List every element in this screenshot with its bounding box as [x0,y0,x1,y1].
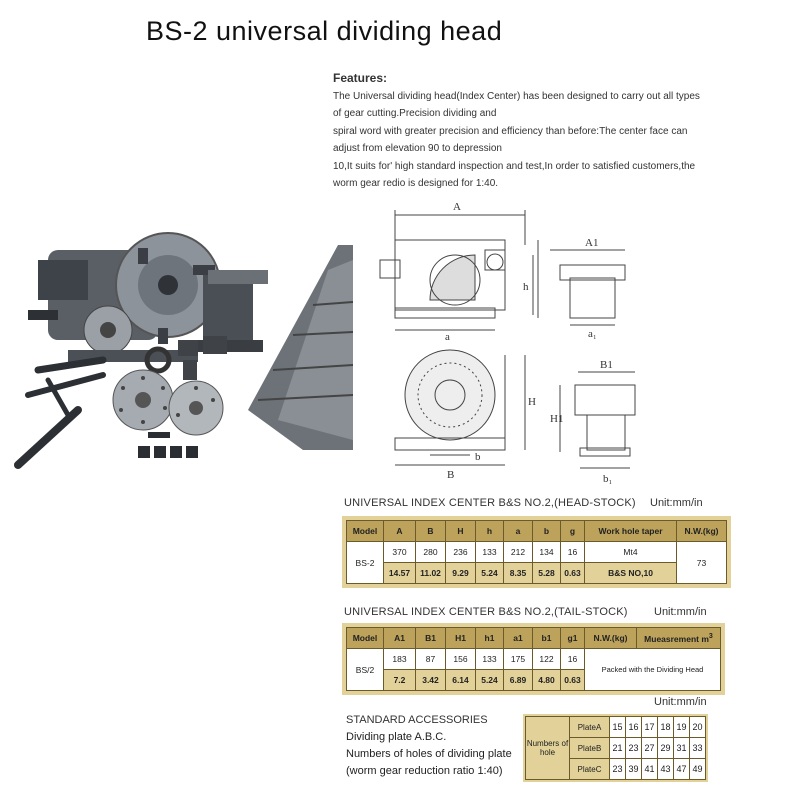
taper-cell: Mt4 [585,542,677,563]
taper-cell: B&S NO,10 [585,563,677,584]
tailstock-table [342,623,725,695]
table-cell: 4.80 [533,670,561,691]
table-cell: 370 [384,542,416,563]
table-row [347,563,727,584]
col-header: A1 [384,628,416,649]
table-cell: 39 [626,759,642,780]
table-cell: 87 [416,649,446,670]
col-header: B [416,521,446,542]
table-cell: 11.02 [416,563,446,584]
weight-cell: 73 [677,542,727,584]
table-cell: 23 [610,759,626,780]
table-cell: 15 [610,717,626,738]
table-cell: 3.42 [416,670,446,691]
table-header-row [347,521,727,542]
table-cell: 27 [642,738,658,759]
table-cell: 14.57 [384,563,416,584]
col-header: a1 [504,628,533,649]
features-line: adjust from elevation 90 to depression [333,143,502,154]
dim-h-label: h [523,281,529,293]
table-cell: 16 [626,717,642,738]
table-cell: 41 [642,759,658,780]
dim-B-label: B [447,469,455,481]
plate-name: PlateB [570,738,610,759]
table-cell: 9.29 [446,563,476,584]
col-header: H1 [446,628,476,649]
col-header: B1 [416,628,446,649]
features-line: worm gear redio is designed for 1:40. [333,178,499,189]
tailstock-unit: Unit:mm/in [654,606,707,618]
col-header [637,628,721,649]
plate-name: PlateC [570,759,610,780]
page-title: BS-2 universal dividing head [146,16,503,46]
dim-B1-label: B1 [600,359,613,371]
packed-note: Packed with the Dividing Head [585,649,721,691]
dim-A1-label: A1 [585,237,599,249]
col-header: Model [347,521,384,542]
plate-name: PlateA [570,717,610,738]
table-cell: 0.63 [561,563,585,584]
features-line: 10,It suits for' high standard inspection and test,In order to satisfied customers,the [333,160,696,172]
table-header-row [347,628,721,649]
col-header: h [476,521,504,542]
table-cell: 20 [690,717,706,738]
model-cell: BS/2 [347,649,384,691]
col-header: H [446,521,476,542]
holes-label [526,717,570,780]
table-cell: 16 [561,649,585,670]
features-line: spiral word with greater precision and efficiency than before:The center face can [333,125,688,137]
table-cell: 43 [658,759,674,780]
dim-b-label: b [475,451,481,463]
dim-b1-label: b₁ [603,473,613,485]
plates-table [523,714,708,782]
table-cell: 134 [533,542,561,563]
table-row [347,542,727,563]
col-header: h1 [476,628,504,649]
table-cell: 183 [384,649,416,670]
col-header: g [561,521,585,542]
accessories-line: Dividing plate A.B.C. [346,731,447,743]
table-cell: 212 [504,542,533,563]
tools-icon [18,360,103,465]
table-cell: 31 [674,738,690,759]
table-cell: 33 [690,738,706,759]
col-header: a [504,521,533,542]
accessories-line: (worm gear reduction ratio 1:40) [346,765,503,777]
index-plates-icon [113,370,223,435]
headstock-title: UNIVERSAL INDEX CENTER B&S NO.2,(HEAD-STOCK) [344,497,636,509]
table-row [526,717,706,738]
table-cell: 16 [561,542,585,563]
table-cell: 122 [533,649,561,670]
col-header: b [533,521,561,542]
table-cell: 5.28 [533,563,561,584]
headstock-table [342,516,731,588]
technical-drawing [375,190,660,490]
table-cell: 17 [642,717,658,738]
dim-a1-label: a₁ [588,328,597,340]
table-cell: 0.63 [561,670,585,691]
features-line: of gear cutting.Precision dividing and [333,108,497,119]
unit-superscript: 3 [708,632,713,641]
table-cell: 133 [476,649,504,670]
accessories-unit: Unit:mm/in [654,696,707,708]
measurement-label: Mueasrement m [644,633,709,644]
table-cell: 19 [674,717,690,738]
col-header: g1 [561,628,585,649]
table-cell: 8.35 [504,563,533,584]
accessories-line: Numbers of holes of dividing plate [346,748,512,760]
col-header: N.W.(kg) [677,521,727,542]
tailstock-title: UNIVERSAL INDEX CENTER B&S NO.2,(TAIL-STOCK) [344,606,628,618]
product-illustration [8,210,353,480]
table-row [347,649,721,670]
dim-A-label: A [453,201,461,213]
table-cell: 47 [674,759,690,780]
table-cell: 7.2 [384,670,416,691]
features-heading: Features: [333,71,388,85]
table-cell: 29 [658,738,674,759]
model-cell: BS-2 [347,542,384,584]
holes-label-line: hole [539,748,556,757]
dim-H-label: H [528,396,536,408]
table-cell: 133 [476,542,504,563]
table-cell: 5.24 [476,670,504,691]
col-header: b1 [533,628,561,649]
table-cell: 6.14 [446,670,476,691]
features-line: The Universal dividing head(Index Center) has been designed to carry out all types [333,90,700,102]
headstock-unit: Unit:mm/in [650,497,703,509]
accessories-heading: STANDARD ACCESSORIES [346,714,488,726]
holes-label-line: Numbers of [526,739,569,748]
table-cell: 5.24 [476,563,504,584]
dim-a-label: a [445,331,450,343]
features-section [333,70,733,193]
table-cell: 49 [690,759,706,780]
col-header: N.W.(kg) [585,628,637,649]
accessories-section [346,712,512,780]
table-cell: 156 [446,649,476,670]
pins-icon [138,432,198,458]
table-cell: 21 [610,738,626,759]
col-header: Model [347,628,384,649]
table-cell: 6.89 [504,670,533,691]
table-cell: 175 [504,649,533,670]
col-header: Work hole taper [585,521,677,542]
dim-H1-label: H1 [550,413,564,425]
col-header: A [384,521,416,542]
table-cell: 23 [626,738,642,759]
table-cell: 280 [416,542,446,563]
table-cell: 236 [446,542,476,563]
table-cell: 18 [658,717,674,738]
